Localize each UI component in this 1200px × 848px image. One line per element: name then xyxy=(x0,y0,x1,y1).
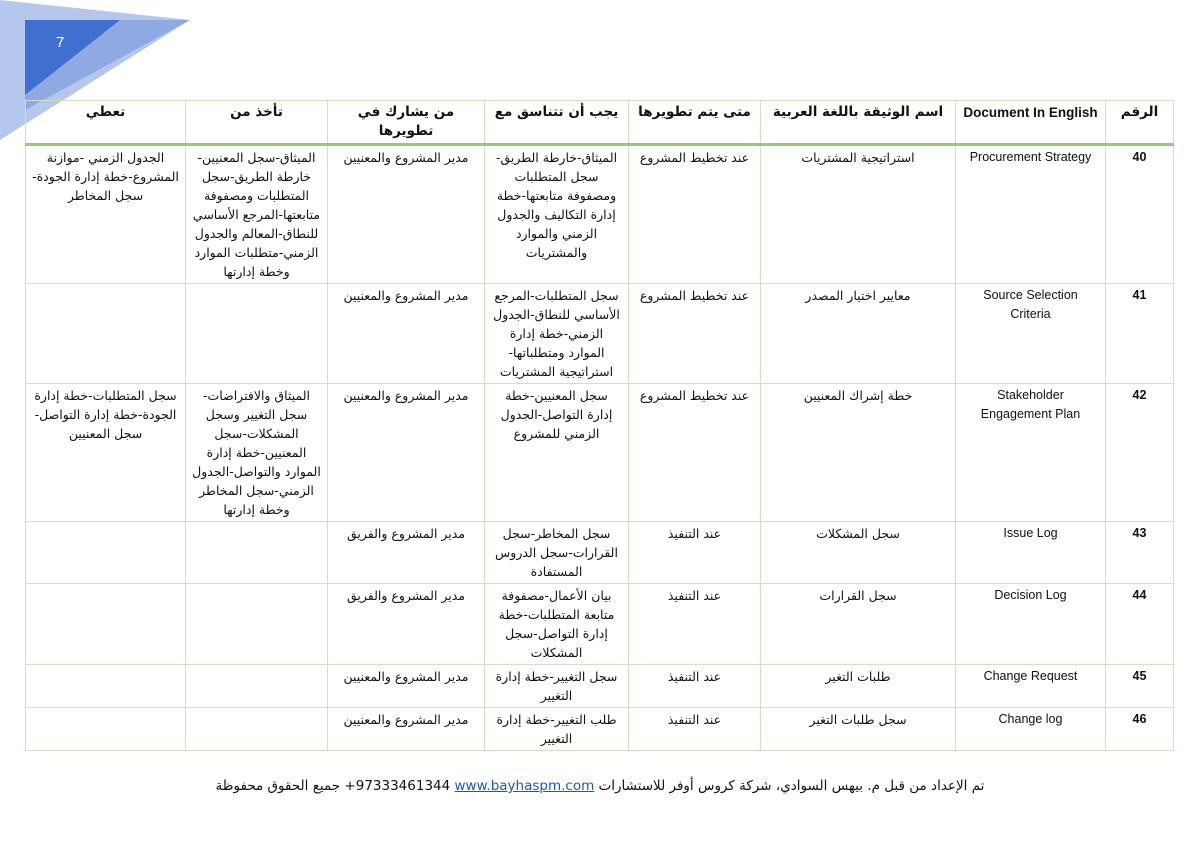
cell-inputs xyxy=(186,522,328,584)
cell-outputs xyxy=(26,584,186,665)
header-outputs: تعطي xyxy=(26,101,186,145)
cell-consistent: بيان الأعمال-مصفوفة متابعة المتطلبات-خطة إدارة التواصل-سجل المشكلات xyxy=(485,584,629,665)
cell-arabic: سجل المشكلات xyxy=(761,522,956,584)
cell-arabic: خطة إشراك المعنيين xyxy=(761,384,956,522)
table-row xyxy=(26,584,1174,665)
cell-number: 42 xyxy=(1106,384,1174,522)
cell-participants: مدير المشروع والفريق xyxy=(328,522,485,584)
cell-when: عند تخطيط المشروع xyxy=(629,145,761,284)
cell-english: Decision Log xyxy=(956,584,1106,665)
cell-outputs xyxy=(26,522,186,584)
cell-participants: مدير المشروع والفريق xyxy=(328,584,485,665)
header-when: متى يتم تطويرها xyxy=(629,101,761,145)
cell-when: عند التنفيذ xyxy=(629,584,761,665)
cell-inputs: الميثاق والافتراضات-سجل التغيير وسجل المشكلات-سجل المعنيين-خطة إدارة الموارد والتواصل-الجدول الزمني-سجل المخاطر وخطة إدارتها xyxy=(186,384,328,522)
cell-when: عند التنفيذ xyxy=(629,708,761,751)
documents-table xyxy=(25,100,1174,751)
cell-consistent: سجل المتطلبات-المرجع الأساسي للنطاق-الجدول الزمني-خطة إدارة الموارد ومتطلباتها-استراتيجية المشتريات xyxy=(485,284,629,384)
cell-inputs: الميثاق-سجل المعنيين-خارطة الطريق-سجل المتطلبات ومصفوفة متابعتها-المرجع الأساسي للنطاق-المعالم والجدول الزمني-متطلبات الموارد وخطة إدارتها xyxy=(186,145,328,284)
cell-participants: مدير المشروع والمعنيين xyxy=(328,708,485,751)
table-row xyxy=(26,522,1174,584)
footer-prefix: تم الإعداد من قبل م. بيهس السوادي، شركة كروس أوفر للاستشارات xyxy=(598,778,985,794)
cell-english: Procurement Strategy xyxy=(956,145,1106,284)
footer xyxy=(0,778,1200,794)
cell-participants: مدير المشروع والمعنيين xyxy=(328,145,485,284)
cell-arabic: سجل القرارات xyxy=(761,584,956,665)
cell-number: 45 xyxy=(1106,665,1174,708)
cell-number: 40 xyxy=(1106,145,1174,284)
cell-number: 41 xyxy=(1106,284,1174,384)
cell-outputs: الجدول الزمني -موازنة المشروع-خطة إدارة الجودة-سجل المخاطر xyxy=(26,145,186,284)
cell-participants: مدير المشروع والمعنيين xyxy=(328,284,485,384)
table-header-row xyxy=(26,101,1174,145)
cell-consistent: سجل المخاطر-سجل القرارات-سجل الدروس المستفادة xyxy=(485,522,629,584)
header-arabic: اسم الوثيقة باللغة العربية xyxy=(761,101,956,145)
table-row xyxy=(26,145,1174,284)
cell-number: 43 xyxy=(1106,522,1174,584)
cell-consistent: سجل التغيير-خطة إدارة التغيير xyxy=(485,665,629,708)
cell-number: 46 xyxy=(1106,708,1174,751)
header-consistent: يجب أن تتناسق مع xyxy=(485,101,629,145)
cell-inputs xyxy=(186,708,328,751)
footer-website-link[interactable]: www.bayhaspm.com xyxy=(454,778,595,794)
header-english: Document In English xyxy=(956,101,1106,145)
cell-participants: مدير المشروع والمعنيين xyxy=(328,665,485,708)
header-number: الرقم xyxy=(1106,101,1174,145)
cell-consistent: سجل المعنيين-خطة إدارة التواصل-الجدول الزمني للمشروع xyxy=(485,384,629,522)
page-number: 7 xyxy=(56,34,65,51)
cell-arabic: سجل طلبات التغير xyxy=(761,708,956,751)
cell-consistent: طلب التغيير-خطة إدارة التغيير xyxy=(485,708,629,751)
footer-suffix: جميع الحقوق محفوظة xyxy=(215,778,341,794)
footer-phone: +97333461344 xyxy=(344,778,451,794)
cell-outputs: سجل المتطلبات-خطة إدارة الجودة-خطة إدارة التواصل-سجل المعنيين xyxy=(26,384,186,522)
cell-inputs xyxy=(186,665,328,708)
table-row xyxy=(26,708,1174,751)
cell-outputs xyxy=(26,665,186,708)
cell-when: عند التنفيذ xyxy=(629,522,761,584)
cell-number: 44 xyxy=(1106,584,1174,665)
cell-inputs xyxy=(186,284,328,384)
cell-outputs xyxy=(26,708,186,751)
table-row xyxy=(26,284,1174,384)
header-inputs: تأخذ من xyxy=(186,101,328,145)
cell-when: عند تخطيط المشروع xyxy=(629,384,761,522)
cell-consistent: الميثاق-خارطة الطريق-سجل المتطلبات ومصفوفة متابعتها-خطة إدارة التكاليف والجدول الزمني والموارد والمشتريات xyxy=(485,145,629,284)
cell-outputs xyxy=(26,284,186,384)
cell-when: عند التنفيذ xyxy=(629,665,761,708)
cell-arabic: استراتيجية المشتريات xyxy=(761,145,956,284)
cell-when: عند تخطيط المشروع xyxy=(629,284,761,384)
cell-english: Issue Log xyxy=(956,522,1106,584)
cell-english: Source Selection Criteria xyxy=(956,284,1106,384)
cell-arabic: طلبات التغير xyxy=(761,665,956,708)
cell-inputs xyxy=(186,584,328,665)
table-row xyxy=(26,665,1174,708)
header-participants: من يشارك في تطويرها xyxy=(328,101,485,145)
cell-english: Stakeholder Engagement Plan xyxy=(956,384,1106,522)
cell-english: Change Request xyxy=(956,665,1106,708)
table-row xyxy=(26,384,1174,522)
cell-arabic: معايير اختيار المصدر xyxy=(761,284,956,384)
cell-english: Change log xyxy=(956,708,1106,751)
cell-participants: مدير المشروع والمعنيين xyxy=(328,384,485,522)
